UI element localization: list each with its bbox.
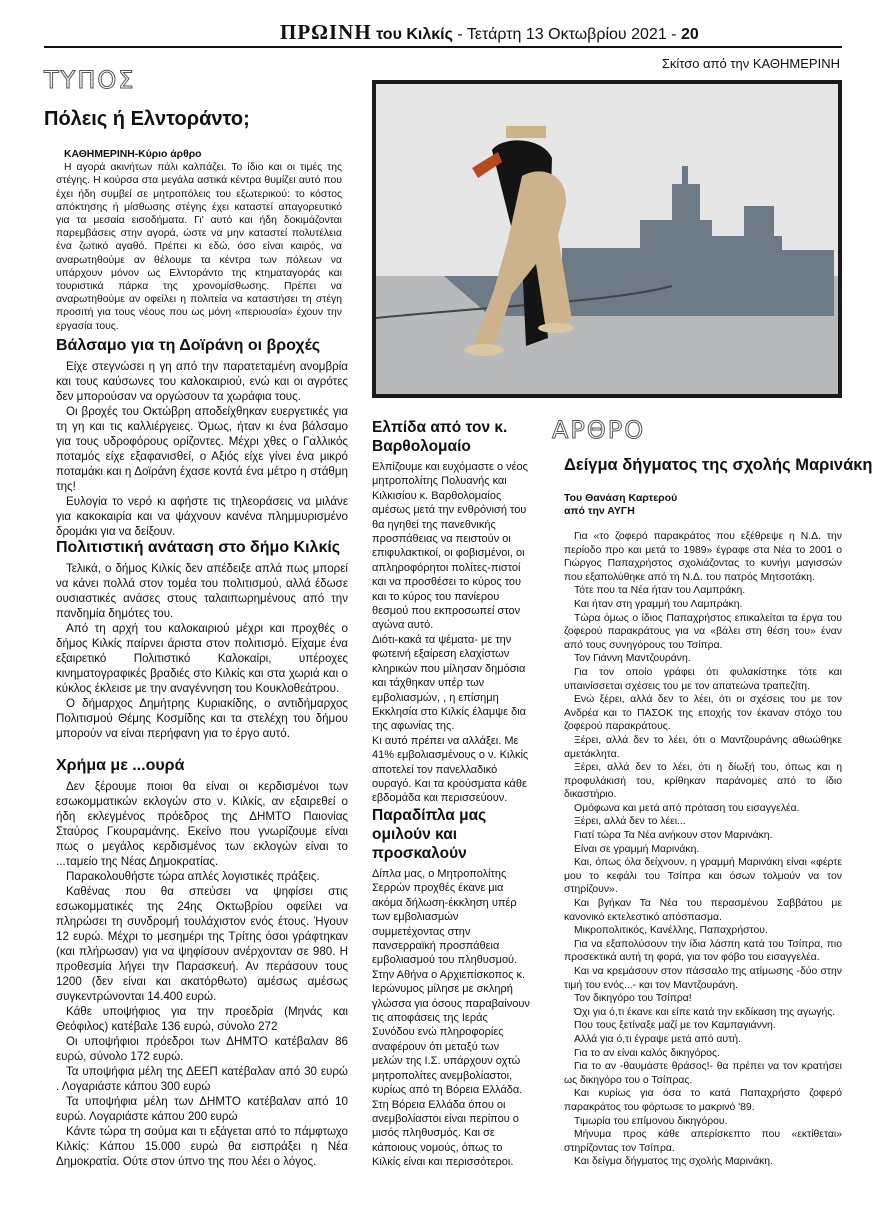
hope-title: Ελπίδα από τον κ. Βαρθολομαίο bbox=[372, 419, 508, 455]
paragraph: Στην Αθήνα ο Αρχιεπίσκοπος κ. Ιερώνυμος μίλησε με σκληρή γλώσσα για όσους παραβαίνουν τις αποφάσεις της Ιεράς Συνόδου ενώ πληροφορίες αναφέρουν ότι μεταξύ των μελών της Ι.Σ. υπάρχουν οχτώ μητροπολίτες ανεμβολίαστοι, κυρίως από τη Βόρεια Ελλάδα. bbox=[372, 968, 530, 1097]
paragraph: Και κυρίως για όσα το κατά Παπαχρήστο ζοφερό παρακράτος του φόρτωσε το μακρινό '89. bbox=[564, 1088, 842, 1113]
paragraph: Είναι σε γραμμή Μαρινάκη. bbox=[574, 843, 700, 855]
section-title-article: ΑΡΘΡΟ bbox=[552, 416, 646, 444]
paragraph: Τελικά, ο δήμος Κιλκίς δεν απέδειξε απλά πως μπορεί να κάνει πολλά στον τομέα του πολιτισμού, αλλά έδωσε ουσιαστικές ανάσες στους ταλαιπωρημένους από την πανδημία δημότες του. bbox=[56, 562, 348, 620]
paragraph: Τα υποψήφια μέλη των ΔΗΜΤΟ κατέβαλαν από 10 ευρώ. Λογαριάστε κάπου 200 ευρώ bbox=[56, 1095, 348, 1123]
culture-title: Πολιτιστική ανάταση στο δήμο Κιλκίς bbox=[56, 539, 341, 556]
paragraph: Τον Γιάννη Μαντζουράνη. bbox=[574, 653, 691, 665]
paragraph: Κάθε υποψήφιος για την προεδρία (Μηνάς και Θεόφιλος) κατέβαλε 136 ευρώ, σύνολο 272 bbox=[56, 1005, 348, 1033]
paragraph: Είχε στεγνώσει η γη από την παρατεταμένη ανομβρία και τους καύσωνες του καλοκαιριού, ενώ και οι αγρότες δεν μπορούσαν να οργώσουν τα χωράφια τους. bbox=[56, 360, 348, 403]
doirani-article bbox=[56, 336, 348, 539]
header-rule bbox=[44, 46, 842, 48]
paragraph: Για τον οποίο γράφει ότι φυλακίστηκε τότε και υπαινίσσεται σχέσεις του με τον απατεώνα τραπεζίτη. bbox=[564, 666, 842, 692]
article-body bbox=[564, 530, 842, 1169]
article-byline bbox=[564, 492, 677, 518]
paragraph: Και βγήκαν Τα Νέα του περασμένου Σαββάτου με κανονικό εκτελεστικό απόσπασμα. bbox=[564, 898, 842, 923]
paragraph: Ευλογία το νερό κι αφήστε τις τηλεοράσεις να μιλάνε για κακοκαιρία και να ψάχνουν κανένα πλημμυρισμένο δρομάκι για να δείξουν. bbox=[56, 495, 348, 538]
paragraph: Δίπλα μας, ο Μητροπολίτης Σερρών προχθές έκανε μια ακόμα δήλωση-έκκληση υπέρ των εμβολιασμών συμμετέχοντας στην πανσερραϊκή προσπάθεια εμβολιασμού του πληθυσμού. bbox=[372, 868, 518, 967]
page-number: 20 bbox=[680, 26, 699, 43]
paragraph: Ομόφωνα και μετά από πρόταση του εισαγγελέα. bbox=[574, 802, 800, 814]
paragraph: Μικροπολιτικός, Κανέλλης, Παπαχρήστου. bbox=[574, 925, 768, 937]
press-body: Η αγορά ακινήτων πάλι καλπάζει. Το ίδιο και οι τιμές της στέγης. Η κούρσα στα μεγάλα αστικά κέντρα θυμίζει αυτό που έχει ήδη συμβεί σε μητροπόλεις του εξωτερικού: το κόστος απόκτησης ή μίσθωσης στέγης έχει καταστεί απαγορευτικό για τα μεσαία εισοδήματα. Γι' αυτό και ήδη δοκιμάζονται παρεμβάσεις στην αγορά, ώστε να μην καταστεί πολυτέλεια ένα ζωτικό αγαθό. Πρέπει κι εδώ, όσο είναι καιρός, να αναρωτηθούμε αν θέλουμε τα κέντρα των πόλεων να υπάρχουν μόνον ως Ελντοράντο της κτηματαγοράς και τουριστικά πάρκα της χρονομίσθωσης. Πρέπει να αναρωτηθούμε αν οφείλει η πολιτεία να καταστήσει τη στέγη προσιτή για τους νέους που ως μόνη «περιουσία» έχουν την εργασία τους. bbox=[56, 162, 342, 332]
paragraph: Τον δικηγόρο του Τσίπρα! bbox=[574, 993, 692, 1005]
paragraph: Τιμωρία του επίμονου δικηγόρου. bbox=[574, 1115, 728, 1127]
paragraph: Από τη αρχή του καλοκαιριού μέχρι και προχθές ο δήμος Κιλκίς παίρνει άριστα στον πολιτισμό. Είχαμε ένα εξαιρετικό Πολιτιστικό Καλοκαίρι, υπέροχες κινηματογραφικές βραδιές στο Κιλκίς και στα χωριά και ο κύκλος έκλεισε με την αναγέννηση του Κουκλοθεάτρου. bbox=[56, 622, 348, 695]
paragraph: Τώρα όμως ο ίδιος Παπαχρήστος επικαλείται τα έργα του ζοφερού παρακράτους για να «βάλει στη θέση του» έναν από τους συνηγόρους του Τσίπρα. bbox=[564, 612, 842, 651]
paragraph: Καθένας που θα σπεύσει να ψηφίσει στις εσωκομματικές της 24ης Οκτωβρίου οφείλει να πληρώσει τη συνδρομή τουλάχιστον ενός έτους. Ήγουν 12 ευρώ. Μέχρι το μεσημέρι της Τρίτης όσοι γράφτηκαν (και πλήρωσαν) για να ψηφίσουν ανέρχονταν σε 980. Η προθεσμία λήγει την Παρασκευή. Αν περάσουν τους 1200 (δεν είναι και ακατόρθωτο) αμέσως αμέσως συγκεντρώνονται 14.400 ευρώ. bbox=[56, 885, 348, 1003]
money-article bbox=[56, 756, 348, 1169]
paragraph: Όχι για ό,τι έκανε και είπε κατά την εκδίκαση της αγωγής. bbox=[574, 1006, 836, 1018]
paragraph: Για το αν είναι καλός δικηγόρος. bbox=[574, 1047, 720, 1059]
paragraph: Και ήταν στη γραμμή του Λαμπράκη. bbox=[574, 598, 743, 610]
masthead bbox=[280, 20, 699, 45]
paragraph: Αλλά για ό,τι έγραψε μετά από αυτή. bbox=[574, 1033, 741, 1045]
paragraph: Δεν ξέρουμε ποιοι θα είναι οι κερδισμένοι των εσωκομματικών εκλογών στο ν. Κιλκίς, αν εξαιρεθεί ο ήδη εκλεγμένος πρόεδρος της ΔΗΜΤΟ Παιονίας Σταύρος Γκουραμάνης. Εκείνο που γνωρίζουμε είναι πως ο μεγάλος κερδισμένος των εκλογών είναι το ...ταμείο της Νέας Δημοκρατίας. bbox=[56, 780, 348, 868]
paragraph: Οι υποψήφιοι πρόεδροι των ΔΗΜΤΟ κατέβαλαν 86 ευρώ, σύνολο 172 ευρώ. bbox=[56, 1035, 348, 1063]
paragraph: Οι βροχές του Οκτώβρη αποδείχθηκαν ευεργετικές για τη γη και τις καλλιέργειες. Όμως, ήταν κι ένα βάλσαμο για τους υδροφόρους ορίζοντες. Μέχρι χθες ο Γαλλικός ποταμός είχε εξαφανισθεί, ο Αξιός είχε γίνει ένα μικρό ποταμάκι και η Δοϊράνη έχασε κοντά ένα μέτρο η στάθμη της! bbox=[56, 405, 348, 493]
issue-date: - Τετάρτη 13 Οκτωβρίου 2021 - bbox=[457, 26, 677, 43]
next-title: Παραδίπλα μας ομιλούν και προσκαλούν bbox=[372, 807, 487, 862]
paragraph: Διότι-κακά τα ψέματα- με την φωτεινή εξαίρεση ελαχίστων κληρικών που μίλησαν δημόσια και τάχθηκαν υπέρ των εμβολιασμών, , η επίσημη Εκκλησία στο Κιλκίς έλαμψε δια της αφωνίας της. bbox=[372, 633, 526, 733]
paragraph: Παρακολουθήστε τώρα απλές λογιστικές πράξεις. bbox=[66, 870, 320, 883]
paragraph: Ο δήμαρχος Δημήτρης Κυριακίδης, ο αντιδήμαρχος Πολιτισμού Θέμης Κοσμίδης και τα στελέχη του δήμου μπορούν να είναι περήφανη για το έργο αυτό. bbox=[56, 697, 348, 740]
byline-source: από την ΑΥΓΗ bbox=[564, 505, 635, 517]
paragraph: Και, όπως όλα δείχνουν, η γραμμή Μαρινάκη είναι «φέρτε μου το κεφάλι του Τσίπρα και όσων τολμούν να τον στηρίζουν». bbox=[564, 857, 842, 896]
press-article bbox=[56, 148, 342, 333]
paragraph: Στη Βόρεια Ελλάδα όπου οι ανεμβολίαστοι είναι περίπου ο μισός πληθυσμός. Και σε κάποιους νομούς, όπως το Κιλκίς είναι και περισσότεροι. bbox=[372, 1098, 519, 1169]
paragraph: Ξέρει, αλλά δεν το λέει, ότι η δίωξή του, όπως και η προφυλάκισή του, κρίθηκαν παράνομες από το ίδιο δικαστήριο. bbox=[564, 762, 842, 801]
cartoon-illustration bbox=[372, 80, 842, 398]
culture-article bbox=[56, 538, 348, 741]
paragraph: Ελπίζουμε και ευχόμαστε ο νέος μητροπολίτης Πολυανής και Κιλκισίου κ. Βαρθολομαίος αμέσως μετά την ενθρόνισή του θα ηγηθεί της πανεθνικής προσπάθειας να πειστούν οι επιφυλακτικοί, οι φοβισμένοι, οι απληροφόρητοι πολίτες-πιστοί και να προσθέσει το κύρος του και το κύρος του πανίερου θεσμού που εκπροσωπεί στον αγώνα αυτό. bbox=[372, 461, 528, 632]
paragraph: Κάντε τώρα τη σούμα και τι εξάγεται από το πάμφτωχο Κιλκίς: Κάπου 15.000 ευρώ θα εισπράξει η Νέα Δημοκρατία. Ούτε στον ύπνο της που λέει ο λόγος. bbox=[56, 1125, 348, 1168]
paper-brand: ΠΡΩΙΝΗ bbox=[280, 20, 372, 44]
paragraph: Τότε που τα Νέα ήταν του Λαμπράκη. bbox=[574, 585, 746, 597]
paragraph: Ενώ ξέρει, αλλά δεν το λέει, ότι οι σχέσεις του με τον Ανδρέα και το ΠΑΣΟΚ της εποχής τον έκαναν στόχο του ζοφερού παρακράτους. bbox=[564, 694, 842, 733]
paragraph: Που τους ξετίναξε μαζί με τον Καμπαγιάννη. bbox=[574, 1020, 776, 1032]
press-headline: Πόλεις ή Ελντοράντο; bbox=[44, 108, 250, 130]
paragraph: Τα υποψήφια μέλη της ΔΕΕΠ κατέβαλαν από 30 ευρώ . Λογαριάστε κάπου 300 ευρώ bbox=[56, 1065, 348, 1093]
article-headline: Δείγμα δήγματος της σχολής Μαρινάκη bbox=[564, 456, 873, 474]
byline-author: Του Θανάση Καρτερού bbox=[564, 492, 678, 504]
press-source: ΚΑΘΗΜΕΡΙΝΗ-Κύριο άρθρο bbox=[64, 149, 202, 160]
paragraph: Μήνυμα προς κάθε απερίσκεπτο που «εκτίθεται» στηρίζοντας τον Τσίπρα. bbox=[564, 1129, 842, 1154]
section-title-press: ΤΥΠΟΣ bbox=[44, 66, 136, 94]
paragraph: Για να εξαπολύσουν την ίδια λάσπη κατά του Τσίπρα, πιο προσεκτικά αυτή τη φορά, για τον φόβο του εισαγγελέα. bbox=[564, 938, 842, 964]
doirani-title: Βάλσαμο για τη Δοϊράνη οι βροχές bbox=[56, 337, 321, 354]
money-title: Χρήμα με ...ουρά bbox=[56, 757, 185, 774]
paragraph: Γιατί τώρα Τα Νέα ανήκουν στον Μαρινάκη. bbox=[574, 830, 773, 842]
paragraph: Για «το ζοφερό παρακράτος που εξέθρεψε η Ν.Δ. την περίοδο προ και μετά το 1989» έγραφε στα Νέα το 2001 ο Γιώργος Παπαχρήστος σχολιάζοντας το κυνήγι μαγισσών που εξαπολύθηκε από τη Ν.Δ. του πατρός Μητσοτάκη. bbox=[564, 531, 842, 583]
paper-name: του Κιλκίς bbox=[376, 26, 453, 43]
cartoon-svg bbox=[372, 80, 842, 398]
hope-article bbox=[372, 418, 532, 806]
paragraph: Ξέρει, αλλά δεν το λέει, ότι ο Μαντζουράνης αθωώθηκε αμετάκλητα. bbox=[564, 734, 842, 760]
paragraph: Και να κρεμάσουν στον πάσσαλο της ατίμωσης -δύο στην τιμή του ενός...- και τον Μαντζουράνη. bbox=[564, 966, 842, 991]
next-article bbox=[372, 806, 532, 1170]
paragraph: Και δείγμα δήγματος της σχολής Μαρινάκη. bbox=[574, 1156, 773, 1168]
paragraph: Για το αν -θαυμάστε θράσος!- θα πρέπει να τον κρατήσει ως δικηγόρο του ο Τσίπρας. bbox=[564, 1061, 842, 1086]
sketch-credit: Σκίτσο από την ΚΑΘΗΜΕΡΙΝΗ bbox=[661, 56, 840, 71]
paragraph: Κι αυτό πρέπει να αλλάξει. Με 41% εμβολιασμένους ο ν. Κιλκίς αποτελεί τον πανελλαδικό ουραγό. Και τα κρούσματα κάθε εβδομάδα και περισσεύουν. bbox=[372, 734, 529, 805]
paragraph: Ξέρει, αλλά δεν το λέει... bbox=[574, 816, 686, 828]
